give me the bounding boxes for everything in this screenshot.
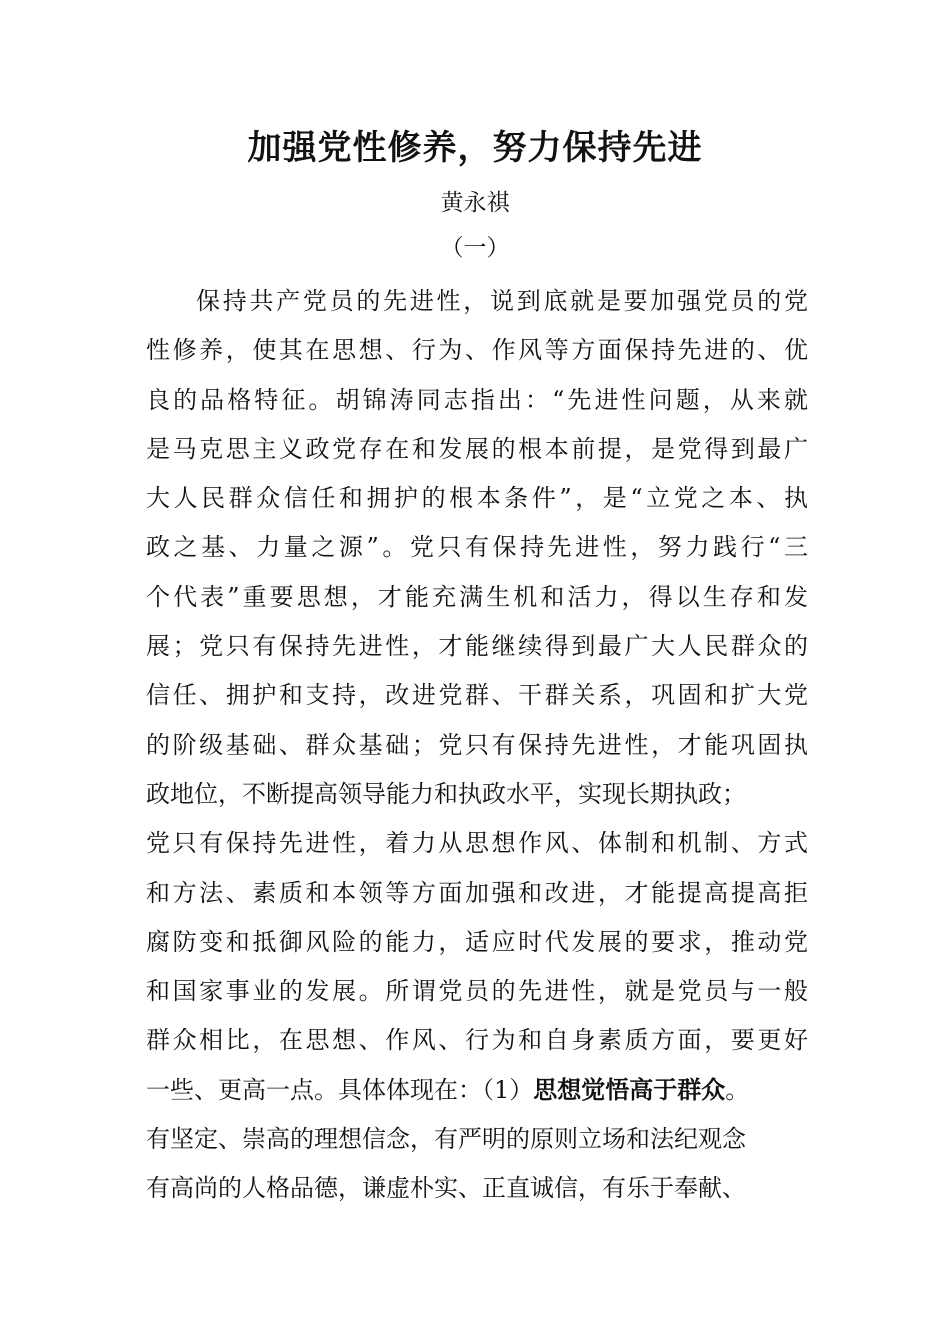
paragraph-line: 政之基、力量之源”。党只有保持先进性，努力践行“三	[146, 533, 808, 562]
paragraph-line: 有高尚的人格品德，谦虚朴实、正直诚信，有乐于奉献、	[146, 1174, 746, 1203]
section-heading: （一）	[440, 235, 510, 261]
paragraph-line: 党只有保持先进性，着力从思想作风、体制和机制、方式	[146, 829, 808, 858]
body-text	[146, 282, 808, 1219]
line-text-before: 一些、更高一点。具体体现在：（1）	[146, 1075, 534, 1104]
document-title: 加强党性修养，努力保持先进	[247, 128, 703, 168]
paragraph-line: 大人民群众信任和拥护的根本条件”，是“立党之本、执	[146, 484, 808, 513]
author-name: 黄永祺	[440, 190, 510, 216]
paragraph-line: 有坚定、崇高的理想信念，有严明的原则立场和法纪观念	[146, 1125, 746, 1154]
paragraph-line: 展；党只有保持先进性，才能继续得到最广大人民群众的	[146, 632, 808, 661]
paragraph-line-highlight	[146, 1071, 808, 1120]
paragraph-line: 和国家事业的发展。所谓党员的先进性，就是党员与一般	[146, 977, 808, 1006]
paragraph-line: 政地位，不断提高领导能力和执政水平，实现长期执政；	[146, 779, 746, 808]
paragraph-line: 的阶级基础、群众基础；党只有保持先进性，才能巩固执	[146, 730, 808, 759]
paragraph-line: 信任、拥护和支持，改进党群、干群关系，巩固和扩大党	[146, 681, 808, 710]
paragraph-line: 腐防变和抵御风险的能力，适应时代发展的要求，推动党	[146, 927, 808, 956]
paragraph-line: 保持共产党员的先进性，说到底就是要加强党员的党	[196, 287, 808, 315]
paragraph-line: 是马克思主义政党存在和发展的根本前提，是党得到最广	[146, 434, 808, 463]
line-text-after: 。	[725, 1075, 750, 1104]
paragraph-line: 群众相比，在思想、作风、行为和自身素质方面，要更好	[146, 1026, 808, 1055]
paragraph-line: 良的品格特征。胡锦涛同志指出：“先进性问题，从来就	[146, 385, 808, 414]
paragraph-line: 个代表”重要思想，才能充满生机和活力，得以生存和发	[146, 582, 808, 611]
paragraph-line: 性修养，使其在思想、行为、作风等方面保持先进的、优	[146, 336, 808, 365]
paragraph-line: 和方法、素质和本领等方面加强和改进，才能提高提高拒	[146, 878, 808, 907]
bold-phrase: 思想觉悟高于群众	[533, 1075, 726, 1104]
